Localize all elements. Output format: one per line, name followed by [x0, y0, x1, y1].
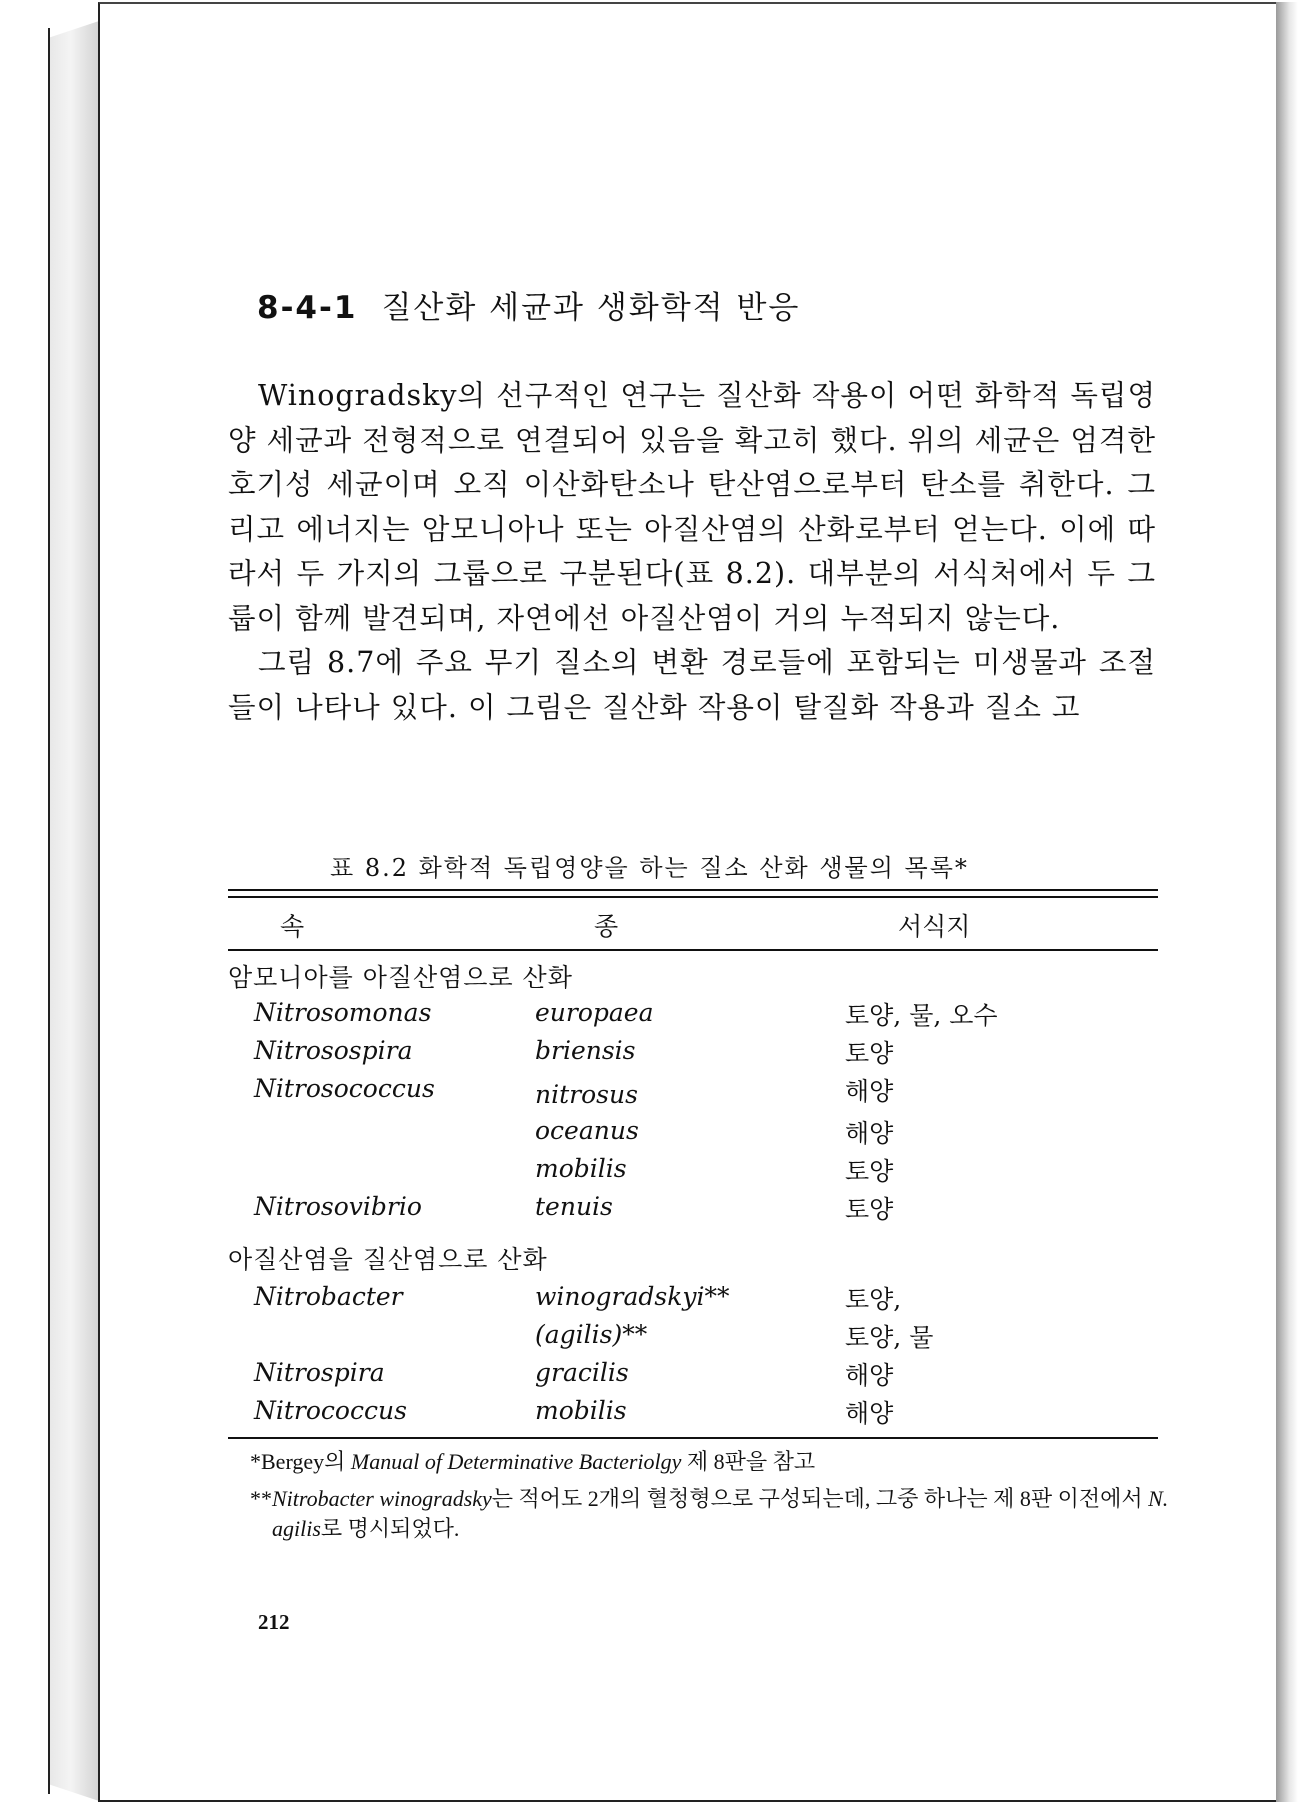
table-header-rule — [228, 949, 1158, 951]
table-cell-species: winogradskyi** — [535, 1282, 730, 1311]
table-cell-species: mobilis — [535, 1396, 627, 1425]
table-cell-habitat: 토양, 물, 오수 — [845, 1001, 998, 1030]
section-heading — [257, 282, 800, 327]
table-cell-genus: Nitrococcus — [254, 1396, 407, 1425]
section-number: 8-4-1 — [257, 290, 358, 326]
table-cell-species: mobilis — [535, 1154, 627, 1183]
table-top-rule — [228, 889, 1158, 891]
body-text — [228, 374, 1156, 730]
table-cell-genus: Nitrosospira — [254, 1036, 413, 1065]
table-cell-species: tenuis — [535, 1192, 613, 1221]
table-bottom-rule — [228, 1437, 1158, 1439]
table-cell-habitat: 토양, 물 — [845, 1323, 934, 1352]
table-cell-habitat: 해양 — [845, 1119, 894, 1148]
section-title: 질산화 세균과 생화학적 반응 — [381, 290, 801, 326]
table-caption: 표 8.2 화학적 독립영양을 하는 질소 산화 생물의 목록* — [330, 854, 969, 882]
table-cell-habitat: 토양, — [845, 1285, 902, 1314]
table-header-genus: 속 — [280, 912, 305, 941]
table-cell-habitat: 해양 — [845, 1399, 894, 1428]
footnote-1: *Bergey의 Manual of Determinative Bacteriolgy 제 8판을 참고 — [250, 1449, 816, 1474]
table-cell-species: nitrosus — [535, 1080, 638, 1109]
group-label-nitrite: 아질산염을 질산염으로 산화 — [228, 1245, 548, 1274]
page-shadow — [1276, 2, 1298, 1802]
footnote-2: **Nitrobacter winogradsky는 적어도 2개의 혈청형으로 구성되는데, 그중 하나는 제 8판 이전에서 N. agilis로 명시되었다. — [250, 1486, 1169, 1541]
page-number: 212 — [258, 1610, 290, 1634]
table-cell-habitat: 해양 — [845, 1361, 894, 1390]
table-cell-habitat: 해양 — [845, 1077, 894, 1106]
table-cell-species: briensis — [535, 1036, 636, 1065]
group-label-ammonia: 암모니아를 아질산염으로 산화 — [228, 963, 573, 992]
paragraph-1: Winogradsky의 선구적인 연구는 질산화 작용이 어떤 화학적 독립영양 세균과 전형적으로 연결되어 있음을 확고히 했다. 위의 세균은 엄격한 호기성 세균이며 오직 이산화탄소나 탄산염으로부터 탄소를 취한다. 그리고 에너지는 암모니아나 또는 아질산염의 산화로부터 얻는다. 이에 따라서 두 가지의 그룹으로 구분된다(표 8.2). 대부분의 서식처에서 두 그룹이 함께 발견되며, 자연에선 아질산염이 거의 누적되지 않는다. — [228, 379, 1156, 635]
table-cell-genus: Nitrosomonas — [254, 998, 432, 1027]
table-cell-genus: Nitrosococcus — [254, 1074, 435, 1103]
table-cell-genus: Nitrosovibrio — [254, 1192, 422, 1221]
table-cell-species: (agilis)** — [535, 1320, 648, 1349]
book-spine — [48, 20, 102, 1802]
table-header-habitat: 서식지 — [898, 912, 971, 941]
spine-edge — [48, 28, 50, 1794]
table-cell-species: gracilis — [535, 1358, 629, 1387]
table-cell-species: europaea — [535, 998, 654, 1027]
table-cell-genus: Nitrospira — [254, 1358, 385, 1387]
paragraph-2: 그림 8.7에 주요 무기 질소의 변환 경로들에 포함되는 미생물과 조절들이 나타나 있다. 이 그림은 질산화 작용이 탈질화 작용과 질소 고 — [228, 646, 1156, 724]
table-cell-habitat: 토양 — [845, 1157, 894, 1186]
table-top-rule-2 — [228, 896, 1158, 898]
table-cell-habitat: 토양 — [845, 1039, 894, 1068]
table-cell-habitat: 토양 — [845, 1195, 894, 1224]
table-cell-genus: Nitrobacter — [254, 1282, 403, 1311]
table-header-species: 종 — [594, 912, 619, 941]
table-cell-species: oceanus — [535, 1116, 639, 1145]
